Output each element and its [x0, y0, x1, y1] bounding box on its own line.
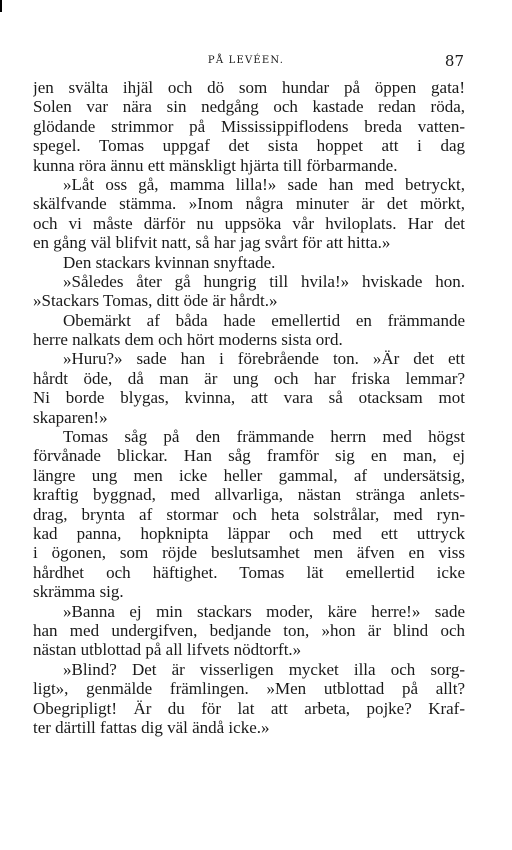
text-line: ligt», genmälde främlingen. »Men utblottad på allt?: [33, 679, 465, 699]
text-line: kad panna, hopknipta läppar och med ett uttryck: [33, 523, 465, 543]
text-line: jen svälta ihjäl och dö som hundar på öppen gata!: [33, 78, 465, 97]
text-line: herre nalkats dem och hört moderns sista ord.: [33, 330, 343, 350]
running-title: PÅ LEVÉEN.: [207, 55, 285, 66]
text-line: Solen var nära sin nedgång och kastade redan röda,: [33, 97, 465, 117]
page-number: 87: [444, 52, 464, 70]
text-line: glödande strimmor på Mississippiflodens breda vatten-: [33, 116, 465, 136]
text-line: »Således åter gå hungrig till hvila!» hviskade hon.: [63, 271, 465, 291]
text-line: Tomas såg på den främmande herrn med högst: [63, 427, 465, 447]
text-line: ter därtill fattas dig väl ändå icke.»: [33, 717, 270, 737]
text-line: förvånade blickar. Han såg framför sig en man, ej: [33, 446, 465, 466]
text-line: hårdt öde, då man är ung och har friska lemmar?: [33, 368, 465, 388]
text-line: kraftig byggnad, med allvarliga, nästan stränga anlets-: [33, 485, 465, 505]
text-line: »Stackars Tomas, ditt öde är hårdt.»: [33, 291, 278, 311]
text-line: i ögonen, som röjde beslutsamhet men äfven en viss: [33, 543, 465, 563]
text-line: »Låt oss gå, mamma lilla!» sade han med betryckt,: [63, 174, 465, 194]
body-text: [33, 78, 465, 737]
text-line: Obegripligt! Är du för lat att arbeta, pojke? Kraf-: [33, 698, 465, 718]
text-line: skaparen!»: [33, 407, 108, 427]
text-line: skälfvande stämma. »Inom några minuter är det mörkt,: [33, 194, 465, 214]
text-line: och vi måste därför nu uppsöka vår hviloplats. Har det: [33, 213, 465, 233]
text-line: »Blind? Det är visserligen mycket illa och sorg-: [63, 659, 465, 679]
running-header: [28, 52, 464, 70]
page-edge-mark: [0, 0, 2, 12]
text-line: Den stackars kvinnan snyftade.: [63, 252, 276, 272]
text-line: »Banna ej min stackars moder, käre herre!» sade: [63, 601, 465, 621]
text-line: en gång väl blifvit natt, så har jag svårt för att hitta.»: [33, 233, 391, 253]
text-line: drag, brynta af stormar och heta solstrålar, med ryn-: [33, 504, 465, 524]
text-line: hårdhet och häftighet. Tomas lät emellertid icke: [33, 562, 465, 582]
text-line: skrämma sig.: [33, 582, 124, 602]
text-line: längre ung men icke heller gammal, af undersätsig,: [33, 465, 465, 485]
text-line: Obemärkt af båda hade emellertid en främmande: [63, 310, 465, 330]
text-line: spegel. Tomas uppgaf det sista hoppet att i dag: [33, 136, 465, 156]
text-line: han med undergifven, bedjande ton, »hon är blind och: [33, 620, 465, 640]
text-line: kunna röra ännu ett mänskligt hjärta till förbarmande.: [33, 155, 398, 175]
text-line: Ni borde blygas, kvinna, att vara så otacksam mot: [33, 388, 465, 408]
text-line: nästan utblottad på all lifvets nödtorft.»: [33, 640, 302, 660]
text-line: »Huru?» sade han i förebrående ton. »Är det ett: [63, 349, 465, 369]
